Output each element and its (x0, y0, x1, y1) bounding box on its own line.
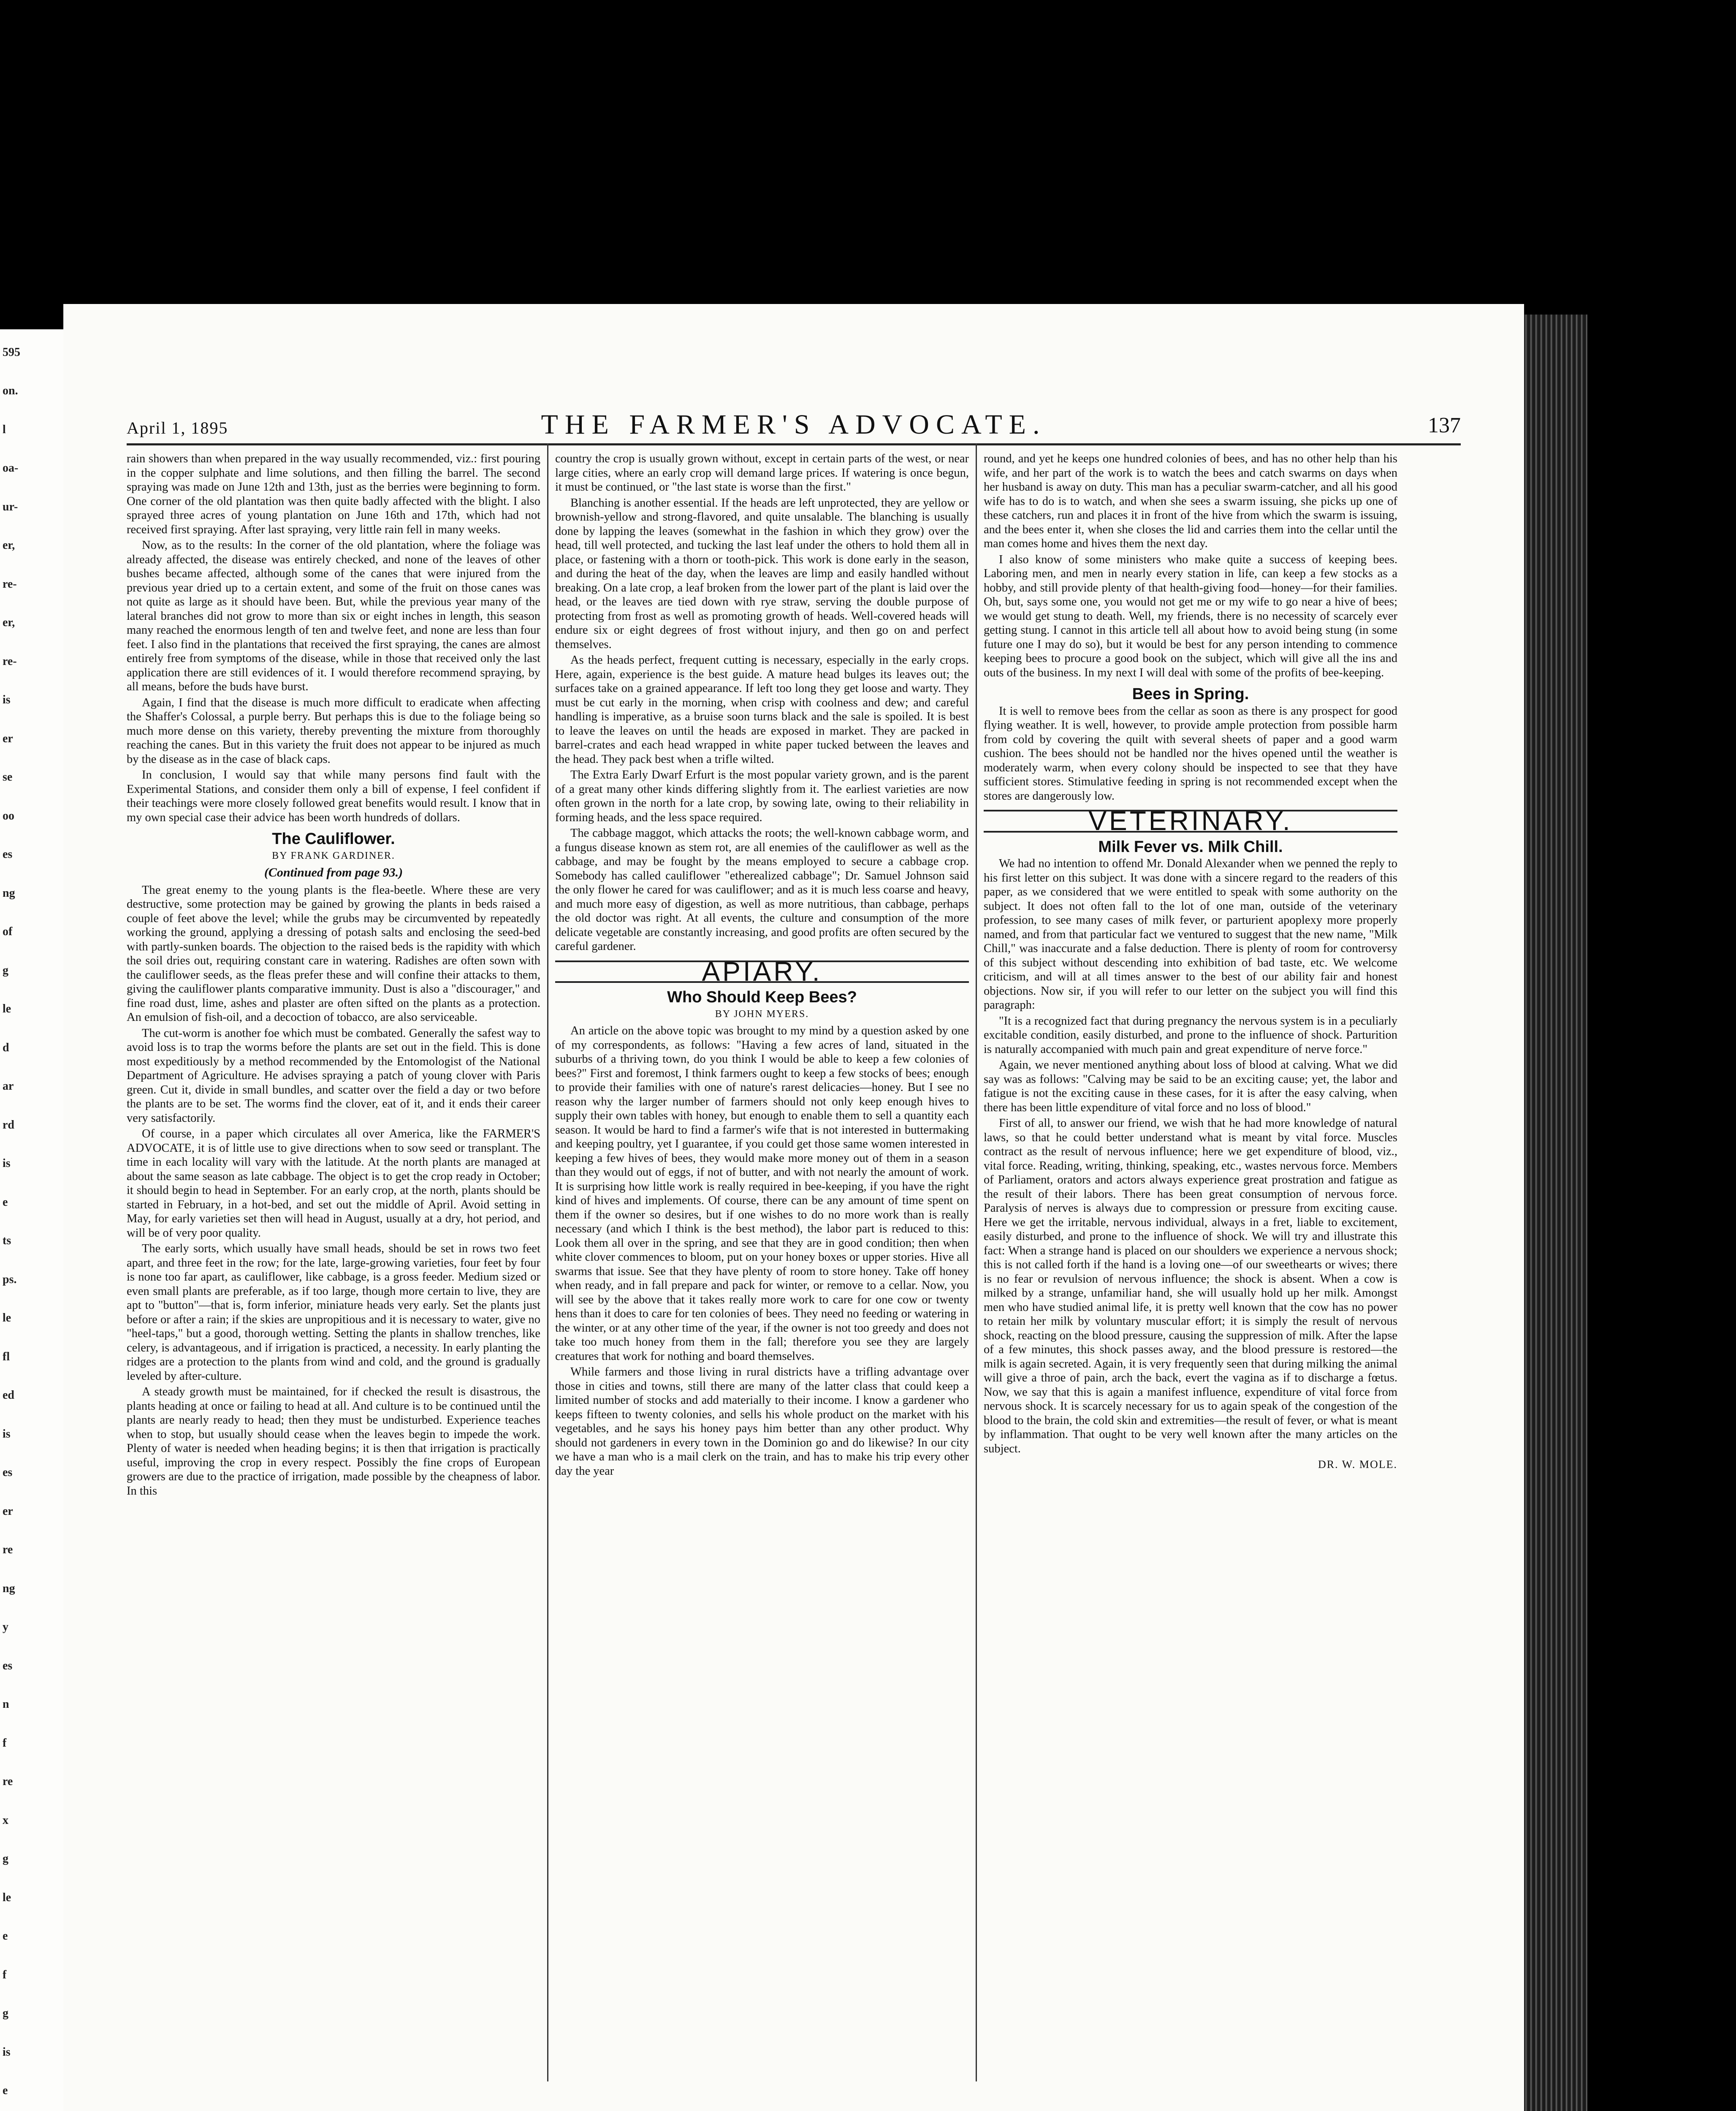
paragraph: Blanching is another essential. If the heads are left unprotected, they are yellow or brownish-yellow and strong-flavored, and quite unsalable. The blanching is usually done by lapping the leaves (somewhat in the fashion in which they grow) over the head, till well protected, and tucking the last leaf under the others to hold them all in place, or fastening with a thorn or tooth-pick. This work is done early in the season, and during the heat of the day, when the leaves are limp and easily handled without breaking. On a late crop, a leaf broken from the lower part of the plant is laid over the head, or the leaves are tied down with rye straw, serving the double purpose of protecting from frost as well as promoting growth of heads. Well-covered heads will endure six or eight degrees of frost without injury, and then go on and perfect themselves. (555, 496, 969, 651)
margin-fragment: es (3, 1466, 13, 1479)
margin-fragment: is (3, 1157, 11, 1170)
margin-fragment: g (3, 963, 8, 977)
section-heading-apiary: APIARY. (555, 961, 969, 983)
margin-fragment: f (3, 1968, 7, 1981)
margin-fragment: re- (3, 654, 17, 668)
paragraph: The cabbage maggot, which attacks the roots; the well-known cabbage worm, and a fungus disease known as stem rot, are all enemies of the cauliflower as well as the cabbage, and may be fought by the means employed to secure a cabbage crop. Somebody has called cauliflower "etherealized cabbage"; Dr. Samuel Johnson said the only flower he cared for was cauliflower; and as it is much less coarse and heavy, and much more easy of digestion, as well as more nutritious, than cabbage, perhaps the old doctor was right. At all events, the culture and consumption of the more delicate vegetable are constantly increasing, and good profits are often secured by the careful gardener. (555, 827, 969, 953)
margin-fragment: se (3, 771, 13, 784)
section-heading-veterinary: VETERINARY. (984, 810, 1397, 833)
margin-fragment: es (3, 1659, 13, 1672)
margin-fragment: es (3, 848, 13, 861)
paragraph: round, and yet he keeps one hundred colonies of bees, and has no other help than his wife, and her part of the work is to watch the bees and catch swarms on days when her husband is away on duty. This man has a peculiar swarm-catcher, and all his good wife has to do is to watch, and when she sees a swarm issuing, she picks up one of these catchers, run and places it in front of the hive from which the swarm is issuing, and the bees enter it, when she closes the lid and carries them into the cellar until the man comes home and hives them the next day. (984, 452, 1397, 550)
margin-fragment: er (3, 1504, 13, 1518)
paragraph: We had no intention to offend Mr. Donald Alexander when we penned the reply to his first letter on this subject. It was done with a sincere regard to the readers of this paper, as we considered that we were entitled to speak with some authority on the subject. It does not often fall to the lot of one man, outside of the veterinary profession, to see many cases of milk fever, or parturient apoplexy more properly named, and from that particular fact we ventured to suggest that the new name, "Milk Chill," was inaccurate and a false deduction. There is plenty of room for controversy of this subject without descending into exhibition of bad taste, etc. We welcome criticism, and will at all times answer to the best of our ability fair and honest objections. Now sir, if you will refer to our letter on the subject you will find this paragraph: (984, 857, 1397, 1012)
margin-fragment: is (3, 2045, 11, 2059)
article-byline: BY JOHN MYERS. (715, 1008, 809, 1020)
paragraph: First of all, to answer our friend, we wish that he had more knowledge of natural laws, so that he could better understand what is meant by vital force. Muscles contract as the result of nervous influence; here we get expenditure of blood, viz., vital force. Reading, writing, thinking, speaking, etc., wastes nervous force. Members of Parliament, orators and actors always experience great prostration and fatigue as the result of their labors. There has been great consumption of nervous force. Paralysis of nerves is always due to compression or pressure from exciting cause. Here we get the irritable, nervous individual, always in a fret, liable to excitement, easily disturbed, and prone to the influence of shock. We will try and illustrate this fact: When a strange hand is placed on our shoulders we experience a nervous shock; this is not called forth if the hand is a loving one—of our sweethearts or wives; there is no fear or revulsion of nervous influence; the shock is absent. When a cow is milked by a strange, unfamiliar hand, she will usually hold up her milk. Amongst men who have studied animal life, it is pretty well known that the cow has no power to retain her milk by voluntary muscular effort; it is simply the result of nervous shock, reacting on the blood pressure, causing the suppression of milk. After the lapse of a few minutes, this shock passes away, and the blood pressure is restored—the milk is again secreted. Again, it is very frequently seen that during milking the animal will give a throe of pain, arch the back, evert the vagina as if to discharge a fœtus. Now, we say that this is again a manifest influence, expenditure of vital force from nervous shock. It is scarcely necessary for us to again speak of the congestion of the blood to the brain, the cold skin and extremities—the result of fever, or what is meant by inflammation. That ought to be very well known after the many articles on the subject. (984, 1117, 1397, 1455)
article-title: Milk Fever vs. Milk Chill. (1098, 838, 1283, 856)
paragraph: The cut-worm is another foe which must be combated. Generally the safest way to avoid loss is to trap the worms before the plants are set out in the field. This is done most expeditiously by a method recommended by the Entomologist of the National Department of Agriculture. He advises spraying a patch of young clover with Paris green. Cut it, divide in small bundles, and scatter over the field a day or two before the plants are to be set. The worms find the clover, eat of it, and it ends their career very satisfactorily. (127, 1026, 540, 1125)
column-1 (127, 452, 540, 2090)
paragraph: It is well to remove bees from the cellar as soon as there is any prospect for good flying weather. It is well, however, to provide ample protection from possible harm from cold by covering the quilt with several sheets of paper and a good warm cushion. The bees should not be handled nor the hives opened until the weather is moderately warm, when every colony should be inspected to see that they have sufficient stores. Stimulative feeding in spring is not recommended except when the stores are dangerously low. (984, 704, 1397, 803)
article-title: Who Should Keep Bees? (667, 988, 857, 1006)
paragraph: While farmers and those living in rural districts have a trifling advantage over those in cities and towns, still there are many of the latter class that could keep a limited number of stocks and add materially to their income. I know a gardener who keeps fifteen to twenty colonies, and sells his whole product on the market with his vegetables, and he says his honey pays him better than any other product. Why should not gardeners in every town in the Dominion go and do likewise? In our city we have a man who is a mail clerk on the train, and has to make his trip every other day the year (555, 1365, 969, 1478)
paragraph: Again, I find that the disease is much more difficult to eradicate when affecting the Shaffer's Colossal, a purple berry. But perhaps this is due to the foliage being so much more dense on this variety, thereby preventing the mixture from thoroughly reaching the canes. But in this variety the fruit does not appear to be injured as much by the disease as in the case of black caps. (127, 696, 540, 766)
margin-fragment: y (3, 1620, 8, 1634)
paragraph: The great enemy to the young plants is the flea-beetle. Where these are very destructive, some protection may be gained by growing the plants in beds raised a couple of feet above the level; while the grubs may be circumvented by repeatedly working the ground, applying a dressing of potash salts and enclosing the seed-bed with partly-sunken boards. The objection to the raised beds is the rapidity with which the soil dries out, requiring constant care in watering. Radishes are often sown with the cauliflower seeds, as the fleas prefer these and will confine their attacks to them, giving the cauliflower plants comparative immunity. Dust is also a "discourager," and fine road dust, lime, ashes and plaster are often sifted on the plants as a protection. An emulsion of fish-oil, and a decoction of tobacco, are also serviceable. (127, 883, 540, 1024)
continued-note: (Continued from page 93.) (264, 866, 403, 879)
column-2 (555, 452, 969, 2090)
margin-fragment: e (3, 1929, 8, 1943)
margin-fragment: ar (3, 1080, 14, 1093)
paragraph: The Extra Early Dwarf Erfurt is the most popular variety grown, and is the parent of a great many other kinds differing slightly from it. The earliest varieties are now often grown in the north for a late crop, by sowing late, owing to their reliability in forming heads, and the less space required. (555, 768, 969, 824)
column-3 (984, 452, 1397, 2090)
margin-fragment: ts (3, 1234, 11, 1248)
margin-fragment: e (3, 2084, 8, 2097)
margin-fragment: ed (3, 1389, 14, 1402)
margin-fragment: oo (3, 809, 14, 822)
margin-fragment: re- (3, 577, 17, 591)
paragraph: Again, we never mentioned anything about loss of blood at calving. What we did say was as follows: "Calving may be said to be an exciting cause; yet, the labor and fatigue is not the exciting cause in these cases, for it is after the easy calving, when there has been little expenditure of vital force and no loss of blood." (984, 1058, 1397, 1114)
margin-fragment: f (3, 1736, 7, 1750)
paragraph: A steady growth must be maintained, for if checked the result is disastrous, the plants heading at once or failing to head at all. And culture is to be continued until the plants are nearly ready to head; then they must be undisturbed. Experience teaches when to stop, but usually should cease when the leaves begin to impede the work. Plenty of water is needed when heading begins; it is then that irrigation is practically useful, improving the crop in every respect. Possibly the fine crops of European growers are due to the practice of irrigation, made possible by the cheapness of labor. In this (127, 1385, 540, 1498)
margin-fragment: ng (3, 1582, 15, 1595)
paragraph: Of course, in a paper which circulates all over America, like the FARMER'S ADVOCATE, it is of little use to give directions when to sow seed or transplant. The time in each locality will vary with the latitude. At the north plants are managed at about the same season as late cabbage. The object is to get the crop ready in October; it should begin to head in September. For an early crop, at the north, plants should be started in February, in a hot-bed, and set out the middle of April. Avoid setting in May, for early varieties set then will head in August, usually at a dry, hot period, and will be of very poor quality. (127, 1127, 540, 1240)
margin-fragment: le (3, 1311, 11, 1325)
margin-fragment: er (3, 732, 13, 745)
margin-fragment: n (3, 1698, 9, 1711)
article-title: The Cauliflower. (272, 830, 395, 848)
column-rule (976, 443, 977, 2081)
margin-fragment: e (3, 1195, 8, 1209)
margin-fragment: fl (3, 1350, 10, 1363)
column-rule (547, 443, 548, 2081)
margin-fragment: x (3, 1813, 8, 1827)
paragraph: I also know of some ministers who make quite a success of keeping bees. Laboring men, and men in nearly every station in life, can keep a few stocks as a hobby, and still provide plenty of that health-giving food—honey—for their families. Oh, but, says some one, you would not get me or my wife to go near a hive of bees; we would get stung to death. Well, my friends, there is no necessity of scarcely ever getting stung. I cannot in this article tell all about how to avoid being stung (in some future one I may do so), but it would be best for any person intending to commence keeping bees to procure a good book on the subject, which will give all the ins and outs of the business. In my next I will deal with some of the profits of bee-keeping. (984, 553, 1397, 679)
margin-fragment: le (3, 1002, 11, 1016)
margin-fragment: is (3, 693, 11, 707)
margin-fragment: is (3, 1427, 11, 1441)
margin-fragment: er, (3, 616, 15, 630)
paragraph: As the heads perfect, frequent cutting is necessary, especially in the early crops. Here, again, experience is the best guide. A mature head bulges its leaves out; the surfaces take on a grained appearance. If left too long they get loose and warty. They must be cut early in the morning, when crisp with coolness and dew; and careful handling is imperative, as a bruise soon turns black and the sale is spoiled. It is best to leave the leaves on until the heads are exposed in market. They are packed in barrel-crates and each head wrapped in white paper tucked between the leaves and the head. They pack best when a trifle wilted. (555, 654, 969, 766)
margin-fragment: oa- (3, 461, 19, 475)
margin-fragment: er, (3, 539, 15, 552)
paragraph: country the crop is usually grown without, except in certain parts of the west, or near large cities, where an early crop will demand large prices. If watering is once begun, it must be continued, or "the last state is worse than the first." (555, 452, 969, 494)
margin-fragment: ur- (3, 500, 18, 513)
margin-fragment: re (3, 1543, 13, 1557)
margin-fragment: rd (3, 1118, 14, 1131)
paragraph: rain showers than when prepared in the way usually recommended, viz.: first pouring in the copper sulphate and lime solutions, and then filling the barrel. The second spraying was made on June 12th and 13th, just as the berries were beginning to form. One corner of the old plantation was then quite badly affected with the blight. I also sprayed three acres of young plantation on June 16th and 17th, which had not received first spraying. After last spraying, very little rain fell in many weeks. (127, 452, 540, 536)
previous-page-edge (0, 329, 63, 2111)
margin-fragment: ng (3, 886, 15, 900)
margin-fragment: 595 (3, 346, 20, 359)
page-number: 137 (1428, 413, 1461, 437)
margin-fragment: re (3, 1775, 13, 1788)
paragraph: The early sorts, which usually have small heads, should be set in rows two feet apart, and three feet in the row; for the late, large-growing varieties, four feet by four is none too far apart, as cauliflower, like cabbage, is a gross feeder. Medium sized or even small plants are preferable, as if too large, though more certain to live, they are apt to "button"—that is, form inferior, miniature heads very early. Set the plants just before or after a rain; if the skies are unpropitious and it is necessary to water, give no "heel-taps," but a good, thorough wetting. Setting the plants in shallow trenches, like celery, is advantageous, and if irrigation is practiced, a necessity. In early planting the ridges are a protection to the plants from wind and cold, and the ground is gradually leveled by after-culture. (127, 1242, 540, 1383)
margin-fragment: d (3, 1041, 9, 1054)
margin-fragment: g (3, 2007, 8, 2020)
article-title: Bees in Spring. (1132, 685, 1249, 703)
paragraph: Now, as to the results: In the corner of the old plantation, where the foliage was already affected, the disease was entirely checked, and none of the leaves of other bushes became affected, although some of the canes that were injured from the previous year dried up to a certain extent, and some of the fruit on those canes was not quite as large as it should have been. But, while the previous year many of the lateral branches did not grow to more than six or eight inches in length, this season many reached the enormous length of ten and twelve feet, and none are less than four feet. I also find in the plantations that received the first spraying, the canes are almost entirely free from symptoms of the disease, while in those that received only the last application there are still evidences of it. I would therefore recommend spraying, by all means, before the buds have burst. (127, 539, 540, 693)
issue-date: April 1, 1895 (127, 418, 228, 437)
margin-fragment: l (3, 423, 6, 436)
quoted-paragraph: "It is a recognized fact that during pregnancy the nervous system is in a peculiarly excitable condition, easily disturbed, and prone to the influence of shock. Parturition is naturally accompanied with much pain and great expenditure of nerve force." (984, 1014, 1397, 1056)
article-byline: BY FRANK GARDINER. (272, 850, 395, 861)
masthead-title: THE FARMER'S ADVOCATE. (541, 409, 1047, 440)
margin-fragment: ps. (3, 1273, 17, 1286)
paragraph: An article on the above topic was brought to my mind by a question asked by one of my correspondents, as follows: "Having a few acres of land, situated in the suburbs of a thriving town, do you think I would be able to keep a few colonies of bees?" First and foremost, I think farmers ought to keep a few stocks of bees; enough to provide their families with one of nature's rarest delicacies—honey. But I see no reason why the larger number of farmers should not only keep enough hives to supply their own tables with honey, but enough to enable them to sell a quantity each season. It would be hard to find a farmer's wife that is not interested in buttermaking and keeping poultry, yet I guarantee, if you could get those same women interested in keeping a few hives of bees, they would make more money out of them in a season than they would out of eggs, if not of butter, and with not nearly the amount of work. It is surprising how little work is really required in bee-keeping, if you have the right kind of hives and implements. Of course, there can be any amount of time spent on them if the owner so desires, but if one wishes to do no more work than is really necessary (and which I think is the best method), the labor part is reduced to this: Look them all over in the spring, and see that they are in good condition; then when white clover commences to bloom, put on your honey boxes or upper stories. Hive all swarms that issue. See that they have plenty of room to store honey. Take off honey when ready, and in fall prepare and pack for winter, or remove to a cellar. Now, you will see by the above that it takes really more work to care for one cow or twenty hens than it does to care for ten colonies of bees. They need no feeding or watering in the winter, or at any other time of the year, if the owner is not too greedy and does not take too much honey from them in the fall; therefore you see they are largely creatures that work for nothing and board themselves. (555, 1024, 969, 1363)
margin-fragment: of (3, 925, 13, 939)
margin-fragment: g (3, 1852, 8, 1866)
author-signature: DR. W. MOLE. (1318, 1458, 1397, 1471)
newspaper-page (63, 304, 1524, 2111)
paragraph: In conclusion, I would say that while many persons find fault with the Experimental Stations, and consider them only a bill of expense, I feel confident if their teachings were more closely followed great benefits would result. I know that in my own special case their advice has been worth hundreds of dollars. (127, 768, 540, 824)
page-header (127, 405, 1461, 445)
margin-fragment: le (3, 1891, 11, 1904)
margin-fragment: on. (3, 384, 18, 398)
